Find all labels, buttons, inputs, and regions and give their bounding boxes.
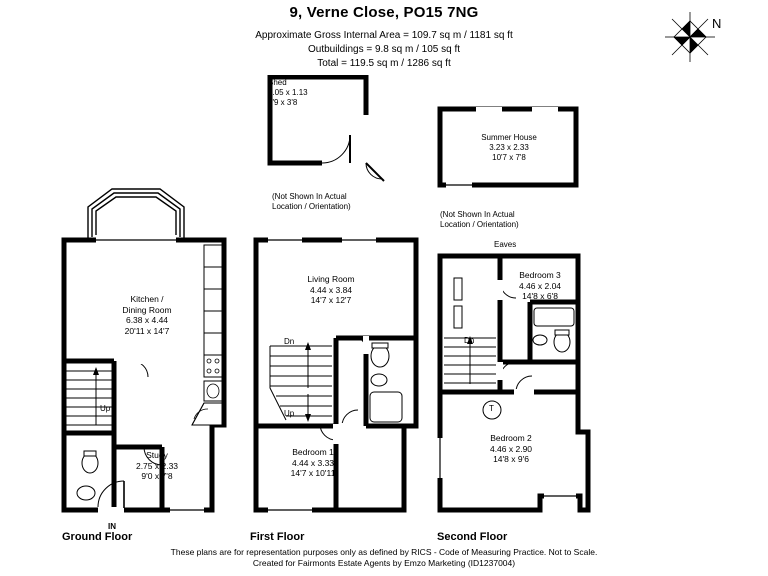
room-kitchen-dining-name-2: Dining Room (122, 304, 172, 315)
shed-metric: 2.05 x 1.13 (268, 88, 308, 97)
room-living-name: Living Room (307, 274, 355, 284)
ground-stairs-up-label: Up (100, 404, 111, 413)
first-floor-label: First Floor (250, 531, 305, 543)
room-bedroom-2-metric: 4.46 x 2.90 (489, 443, 533, 454)
room-kitchen-dining-name-1: Kitchen / (130, 294, 164, 304)
entrance-in-label: IN (108, 522, 116, 531)
compass-rose (660, 8, 730, 66)
room-bedroom-1 (258, 447, 368, 479)
summer-house-label (446, 133, 572, 163)
room-bedroom-1-metric: 4.44 x 3.33 (291, 457, 335, 468)
room-bedroom-2-name: Bedroom 2 (490, 433, 532, 443)
room-bedroom-1-name: Bedroom 1 (292, 447, 334, 457)
area-summary-total: Total = 119.5 sq m / 1286 sq ft (317, 58, 451, 69)
room-bedroom-3 (490, 270, 590, 302)
shed-label (262, 78, 352, 108)
room-bedroom-2 (456, 433, 566, 465)
room-study (112, 450, 202, 482)
room-kitchen-dining-metric: 6.38 x 4.44 (125, 315, 169, 325)
cylinder-label: T (489, 404, 494, 413)
first-stairs-down-label: Dn (284, 337, 295, 346)
summer-house-note (440, 210, 580, 230)
room-study-imperial: 9'0 x 7'8 (141, 471, 173, 481)
room-living (276, 274, 386, 306)
room-study-metric: 2.75 x 2.33 (135, 460, 179, 471)
summer-house-metric: 3.23 x 2.33 (489, 143, 529, 152)
room-bedroom-1-imperial: 14'7 x 10'11 (290, 468, 336, 478)
room-bedroom-3-name: Bedroom 3 (519, 270, 561, 280)
compass-north-label: N (712, 16, 722, 31)
room-living-metric: 4.44 x 3.84 (309, 284, 353, 295)
summer-house-imperial: 10'7 x 7'8 (492, 153, 526, 162)
shed-note-line2: Location / Orientation) (272, 202, 351, 211)
second-floor-label: Second Floor (437, 531, 508, 543)
footer-credit: Created for Fairmonts Estate Agents by Emzo Marketing (ID1237004) (252, 558, 516, 568)
second-stairs-down-label: Dn (464, 336, 475, 345)
shed-name: Shed (268, 78, 287, 87)
area-summary-internal: Approximate Gross Internal Area = 109.7 sq m / 1181 sq ft (255, 30, 513, 41)
shed-note (272, 192, 392, 212)
footer-disclaimer: These plans are for representation purposes only as defined by RICS - Code of Measuring Practice. Not to Scale. (170, 547, 598, 557)
room-bedroom-3-metric: 4.46 x 2.04 (518, 280, 562, 291)
page-title: 9, Verne Close, PO15 7NG (289, 4, 479, 21)
room-bedroom-3-imperial: 14'8 x 6'8 (522, 291, 558, 301)
summer-house-note-line1: (Not Shown In Actual (440, 210, 515, 219)
eaves-label: Eaves (494, 240, 517, 249)
shed-imperial: 6'9 x 3'8 (268, 98, 298, 107)
shed-note-line1: (Not Shown In Actual (272, 192, 347, 201)
area-summary-outbuildings: Outbuildings = 9.8 sq m / 105 sq ft (307, 44, 461, 55)
room-kitchen-dining (92, 294, 202, 336)
ground-floor-label: Ground Floor (62, 531, 133, 543)
summer-house-name: Summer House (481, 133, 537, 142)
room-living-imperial: 14'7 x 12'7 (310, 295, 352, 305)
summer-house-note-line2: Location / Orientation) (440, 220, 519, 229)
first-stairs-up-label: Up (284, 409, 295, 418)
room-study-name: Study (146, 450, 168, 460)
room-bedroom-2-imperial: 14'8 x 9'6 (493, 454, 529, 464)
room-kitchen-dining-imperial: 20'11 x 14'7 (124, 325, 170, 336)
